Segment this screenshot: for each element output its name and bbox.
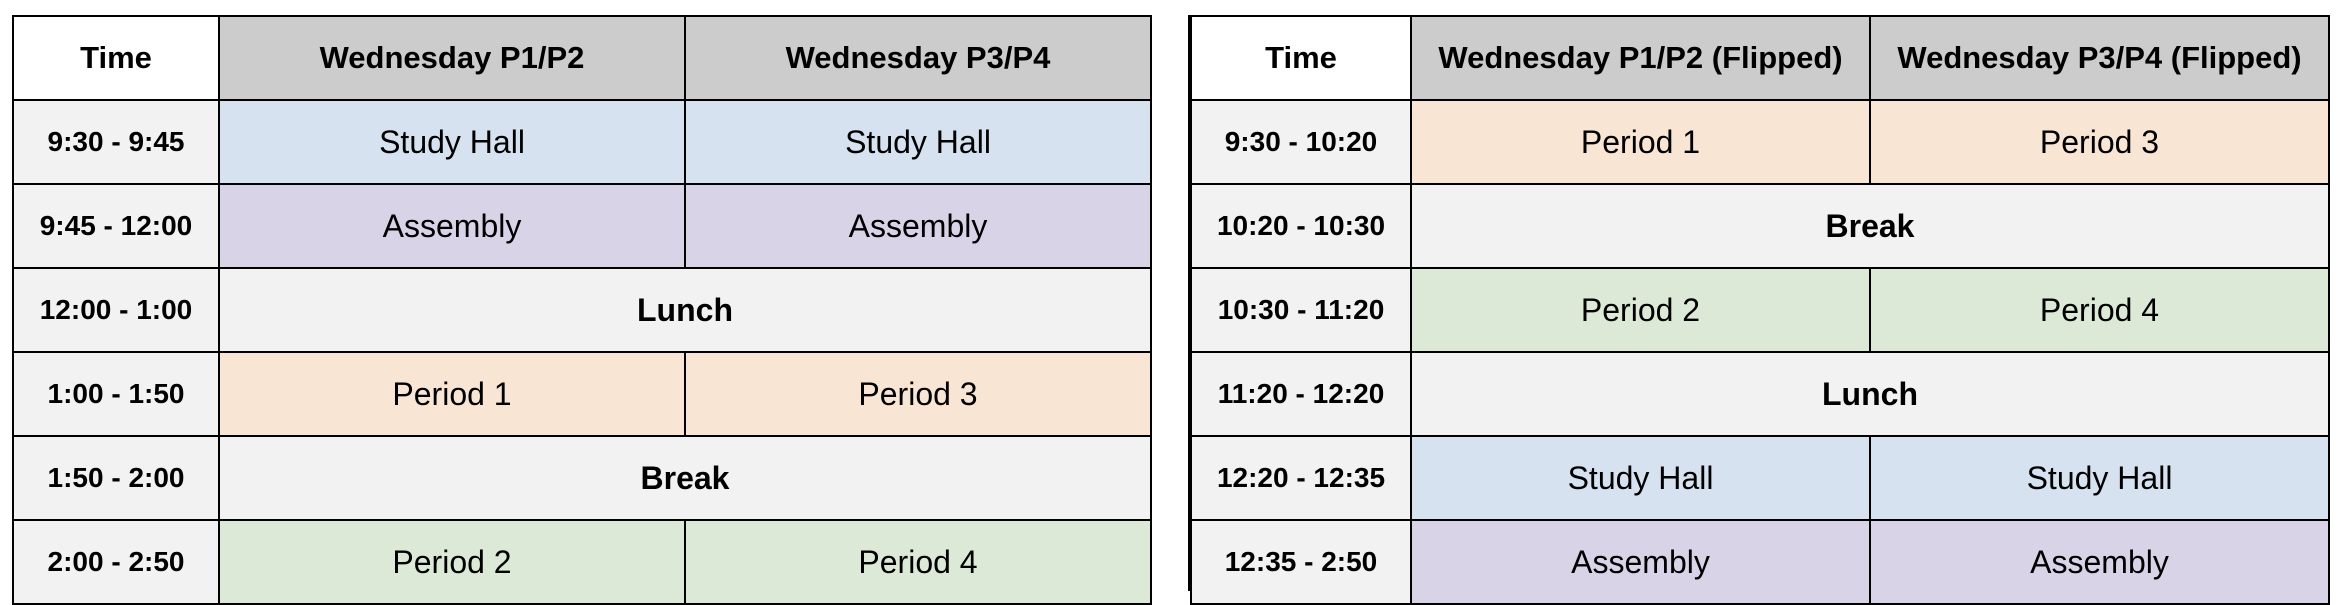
time-slot: 12:00 - 1:00: [13, 268, 219, 352]
study-hall-cell: Study Hall: [1870, 436, 2329, 520]
schedule-table-flipped: [1190, 15, 2330, 605]
study-hall-cell: Study Hall: [1411, 436, 1870, 520]
assembly-cell: Assembly: [219, 184, 685, 268]
table-row: [13, 436, 1151, 520]
time-slot: 2:00 - 2:50: [13, 520, 219, 604]
break-cell: Break: [219, 436, 1151, 520]
break-cell: Break: [1411, 184, 2329, 268]
period-1-cell: Period 1: [1411, 100, 1870, 184]
assembly-cell: Assembly: [685, 184, 1151, 268]
table-row: [1191, 268, 2329, 352]
time-slot: 1:50 - 2:00: [13, 436, 219, 520]
header-row: [13, 16, 1151, 100]
schedule-table-regular: [12, 15, 1152, 605]
table-row: [13, 184, 1151, 268]
assembly-cell: Assembly: [1870, 520, 2329, 604]
assembly-cell: Assembly: [1411, 520, 1870, 604]
header-row: [1191, 16, 2329, 100]
time-slot: 9:45 - 12:00: [13, 184, 219, 268]
table-row: [1191, 436, 2329, 520]
wednesday-p3-p4-flipped-column-header: Wednesday P3/P4 (Flipped): [1870, 16, 2329, 100]
time-slot: 11:20 - 12:20: [1191, 352, 1411, 436]
time-slot: 10:30 - 11:20: [1191, 268, 1411, 352]
time-column-header: Time: [1191, 16, 1411, 100]
period-3-cell: Period 3: [1870, 100, 2329, 184]
period-4-cell: Period 4: [685, 520, 1151, 604]
table-row: [13, 352, 1151, 436]
period-3-cell: Period 3: [685, 352, 1151, 436]
table-row: [1191, 520, 2329, 604]
lunch-cell: Lunch: [219, 268, 1151, 352]
time-slot: 9:30 - 9:45: [13, 100, 219, 184]
wednesday-p3-p4-column-header: Wednesday P3/P4: [685, 16, 1151, 100]
period-4-cell: Period 4: [1870, 268, 2329, 352]
time-slot: 12:35 - 2:50: [1191, 520, 1411, 604]
time-slot: 1:00 - 1:50: [13, 352, 219, 436]
study-hall-cell: Study Hall: [219, 100, 685, 184]
period-1-cell: Period 1: [219, 352, 685, 436]
time-column-header: Time: [13, 16, 219, 100]
time-slot: 12:20 - 12:35: [1191, 436, 1411, 520]
table-row: [1191, 184, 2329, 268]
period-2-cell: Period 2: [1411, 268, 1870, 352]
time-slot: 9:30 - 10:20: [1191, 100, 1411, 184]
study-hall-cell: Study Hall: [685, 100, 1151, 184]
table-row: [13, 100, 1151, 184]
wednesday-p1-p2-column-header: Wednesday P1/P2: [219, 16, 685, 100]
period-2-cell: Period 2: [219, 520, 685, 604]
wednesday-p1-p2-flipped-column-header: Wednesday P1/P2 (Flipped): [1411, 16, 1870, 100]
time-slot: 10:20 - 10:30: [1191, 184, 1411, 268]
table-row: [1191, 352, 2329, 436]
table-row: [1191, 100, 2329, 184]
table-divider: [1150, 15, 1190, 591]
lunch-cell: Lunch: [1411, 352, 2329, 436]
table-row: [13, 268, 1151, 352]
table-row: [13, 520, 1151, 604]
